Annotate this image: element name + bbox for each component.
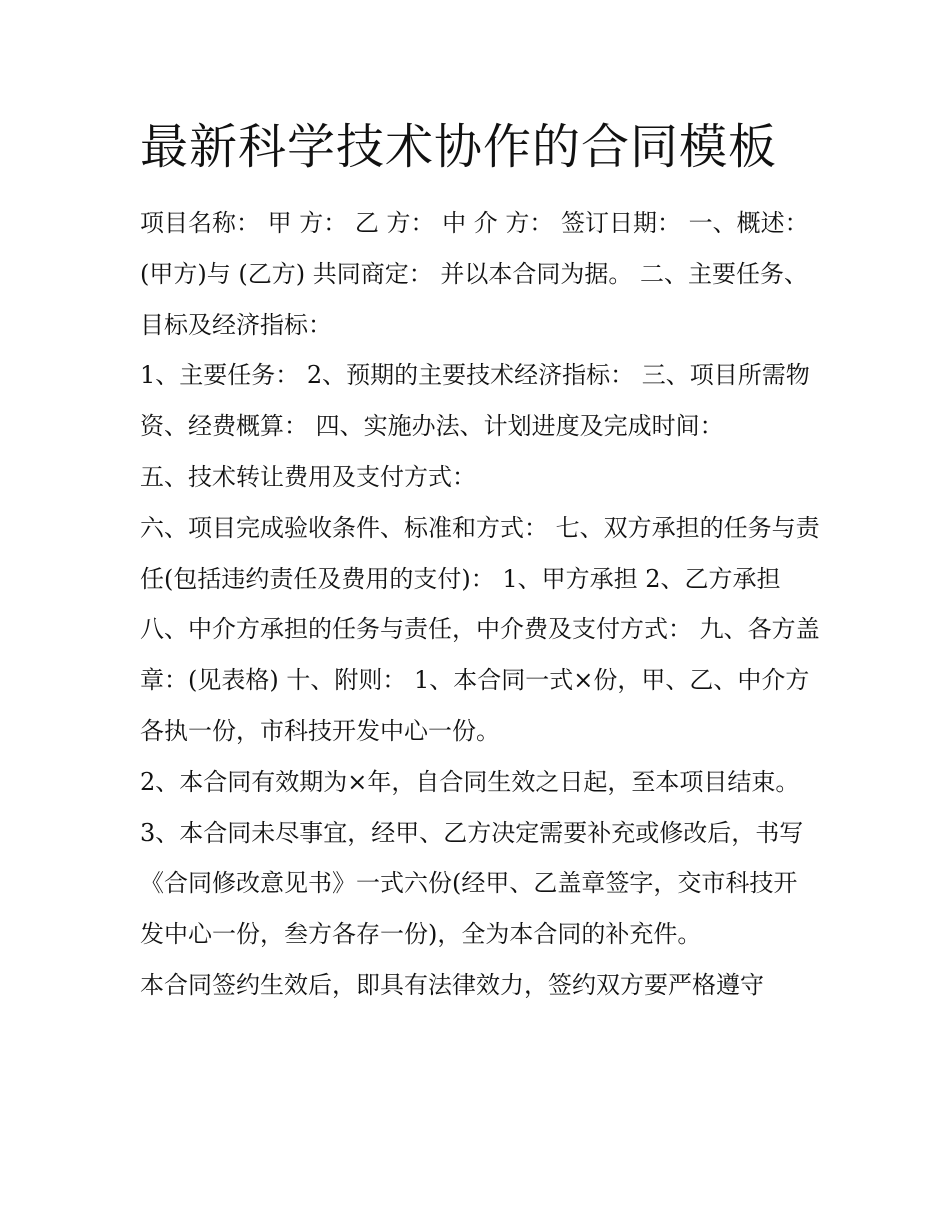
paragraph-main-tasks: 1、主要任务： 2、预期的主要技术经济指标： 三、项目所需物资、经费概算： 四、实施办法、计划进度及完成时间： [140, 361, 810, 441]
paragraph-validity: 2、本合同有效期为×年，自合同生效之日起，至本项目结束。 [140, 767, 800, 796]
paragraph-transfer-fee: 五、技术转让费用及支付方式： [140, 462, 476, 491]
paragraph-acceptance: 六、项目完成验收条件、标准和方式： 七、双方承担的任务与责任(包括违约责任及费用的支付)： 1、甲方承担 2、乙方承担 [140, 513, 820, 593]
document-title: 最新科学技术协作的合同模板 [140, 119, 778, 175]
paragraph-intermediary: 八、中介方承担的任务与责任，中介费及支付方式： 九、各方盖章：(见表格) 十、附则： 1、本合同一式×份，甲、乙、中介方各执一份，市科技开发中心一份。 [140, 615, 820, 745]
paragraph-legal-effect: 本合同签约生效后，即具有法律效力，签约双方要严格遵守 [140, 970, 764, 999]
paragraph-overview: 项目名称： 甲 方： 乙 方： 中 介 方： 签订日期： 一、概述： (甲方)与 (乙方) 共同商定： 并以本合同为据。 二、主要任务、目标及经济指标： [140, 209, 809, 339]
document-body [140, 198, 820, 1011]
paragraph-supplement: 3、本合同未尽事宜，经甲、乙方决定需要补充或修改后，书写《合同修改意见书》一式六份(经甲、乙盖章签字，交市科技开发中心一份，叁方各存一份)，全为本合同的补充件。 [140, 818, 804, 949]
